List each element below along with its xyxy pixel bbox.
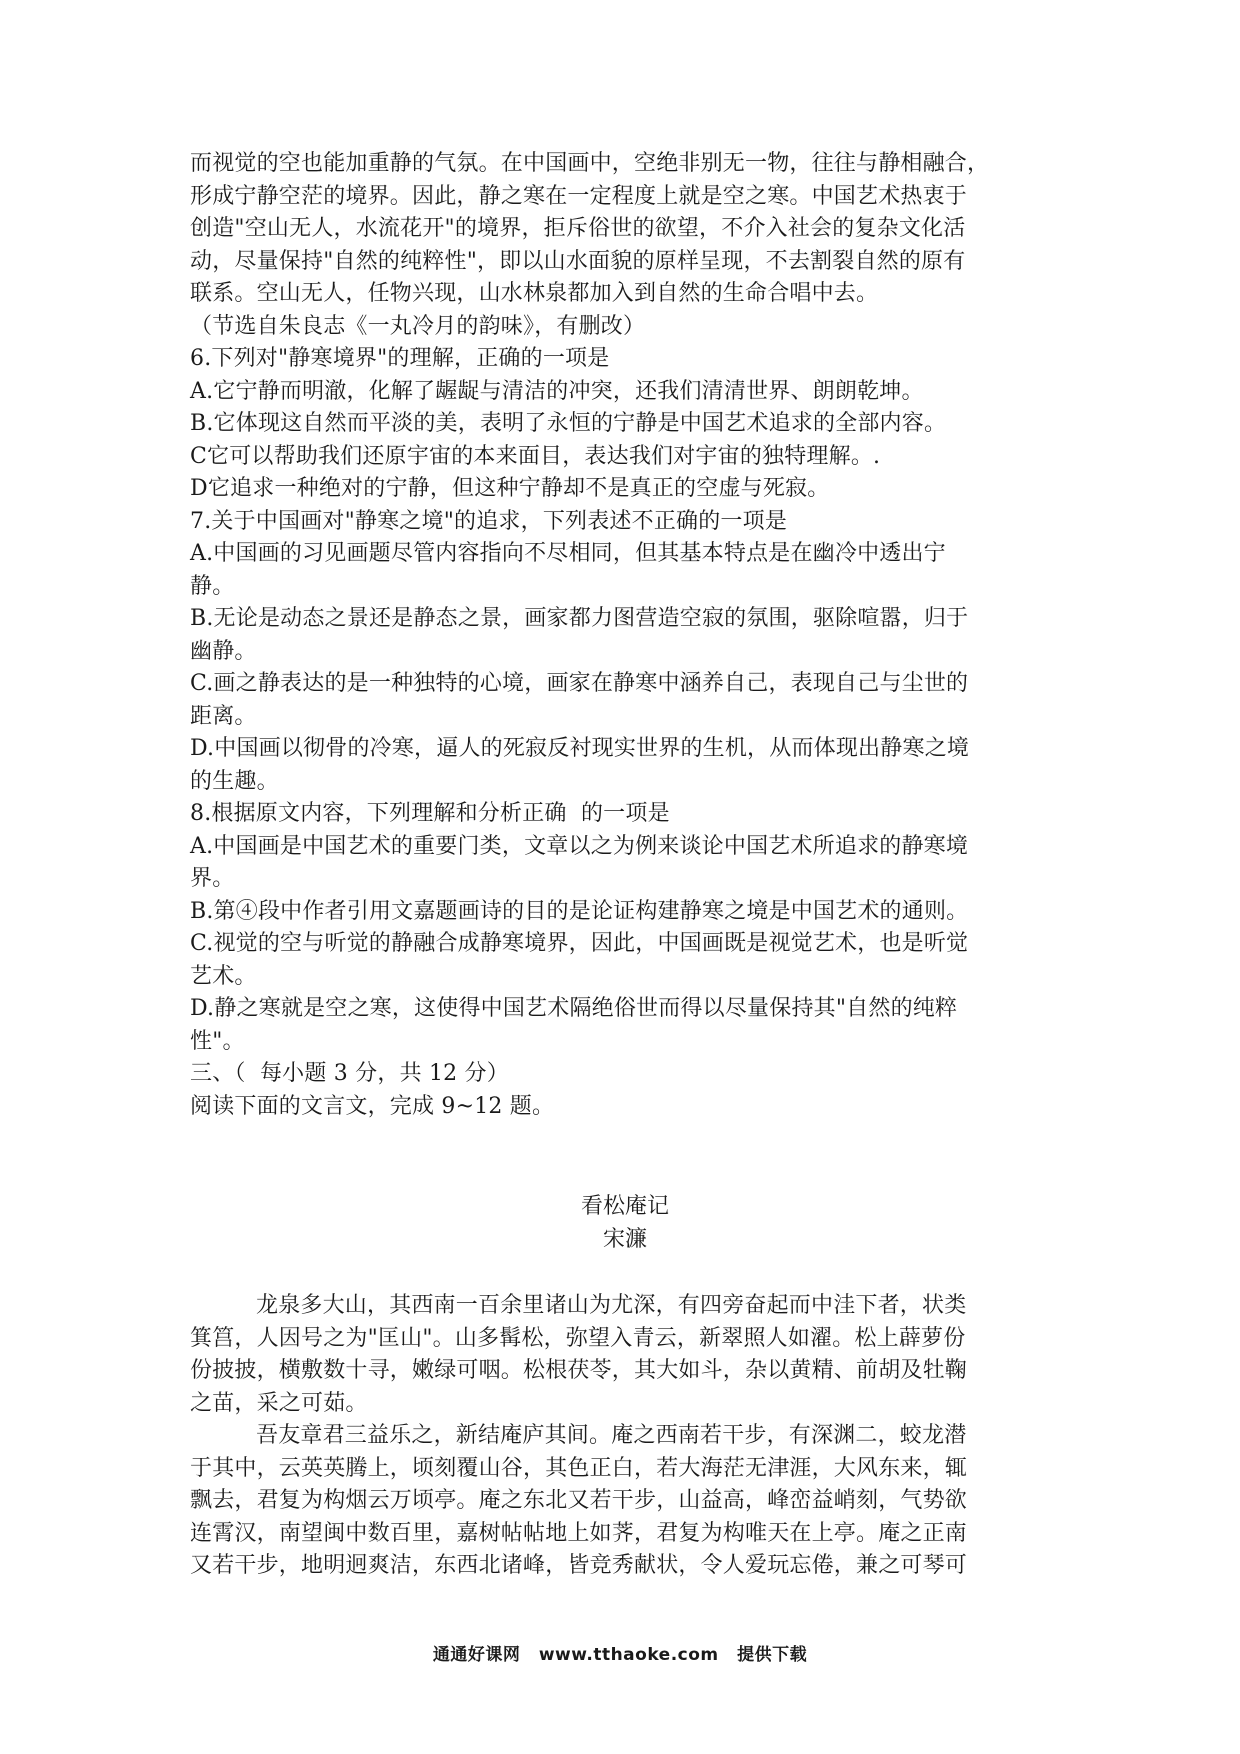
section-instruction: 阅读下面的文言文，完成 9~12 题。 bbox=[190, 1093, 555, 1119]
option-d-cont: 性"。 bbox=[190, 1028, 245, 1054]
option-c-cont: 艺术。 bbox=[190, 963, 257, 989]
classical-author: 宋濂 bbox=[602, 1226, 647, 1252]
option-a-cont: 静。 bbox=[190, 573, 235, 599]
footer-url[interactable]: www.tthaoke.com bbox=[538, 1645, 719, 1665]
question-stem: 6.下列对"静寒境界"的理解，正确的一项是 bbox=[190, 346, 610, 371]
option-b: B.无论是动态之景还是静态之景，画家都力图营造空寂的氛围，驱除喧嚣，归于 bbox=[190, 606, 969, 631]
passage-line: 而视觉的空也能加重静的气氛。在中国画中，空绝非别无一物，往往与静相融合， bbox=[190, 151, 990, 176]
question-8 bbox=[190, 798, 1060, 1058]
option-d: D.静之寒就是空之寒，这使得中国艺术隔绝俗世而得以尽量保持其"自然的纯粹 bbox=[190, 996, 958, 1021]
question-stem: 8.根据原文内容，下列理解和分析正确 的一项是 bbox=[190, 801, 670, 826]
option-a: A.中国画是中国艺术的重要门类，文章以之为例来谈论中国艺术所追求的静寒境 bbox=[190, 833, 969, 859]
option-b: B.第④段中作者引用文嘉题画诗的目的是论证构建静寒之境是中国艺术的通则。 bbox=[190, 898, 969, 924]
classical-line: 又若干步，地明迥爽洁，东西北诸峰，皆竞秀献状，令人爱玩忘倦，兼之可琴可 bbox=[190, 1553, 968, 1578]
classical-line: 箕筥，人因号之为"匡山"。山多髯松，弥望入青云，新翠照人如濯。松上薜萝份 bbox=[190, 1325, 966, 1351]
option-b: B.它体现这自然而平淡的美，表明了永恒的宁静是中国艺术追求的全部内容。 bbox=[190, 411, 947, 436]
option-d-cont: 的生趣。 bbox=[190, 768, 279, 794]
classical-paragraph-1 bbox=[190, 1290, 1060, 1420]
passage-line: 创造"空山无人，水流花开"的境界，拒斥俗世的欲望，不介入社会的复杂文化活 bbox=[190, 216, 966, 241]
footer-site-name: 通通好课网 bbox=[432, 1645, 521, 1665]
option-c-cont: 距离。 bbox=[190, 703, 257, 729]
option-c: C它可以帮助我们还原宇宙的本来面目，表达我们对宇宙的独特理解。. bbox=[190, 443, 881, 469]
source-note: （节选自朱良志《一丸冷月的韵味》，有删改） bbox=[190, 313, 646, 339]
classical-title: 看松庵记 bbox=[580, 1194, 669, 1219]
option-a: A.中国画的习见画题尽管内容指向不尽相同，但其基本特点是在幽冷中透出宁 bbox=[190, 541, 946, 566]
classical-paragraph-2 bbox=[190, 1420, 1060, 1583]
section-heading: 三、（ 每小题 3 分，共 12 分） bbox=[190, 1061, 509, 1086]
passage-line: 动，尽量保持"自然的纯粹性"，即以山水面貌的原样呈现，不去割裂自然的原有 bbox=[190, 248, 966, 274]
question-6 bbox=[190, 343, 1060, 506]
page-footer bbox=[0, 1640, 1240, 1665]
option-c: C.画之静表达的是一种独特的心境，画家在静寒中涵养自己，表现自己与尘世的 bbox=[190, 671, 969, 696]
question-7 bbox=[190, 506, 1060, 799]
option-a: A.它宁静而明澈，化解了龌龊与清洁的冲突，还我们清清世界、朗朗乾坤。 bbox=[190, 378, 924, 404]
passage-line: 形成宁静空茫的境界。因此，静之寒在一定程度上就是空之寒。中国艺术热衷于 bbox=[190, 183, 968, 209]
footer-suffix: 提供下载 bbox=[737, 1645, 808, 1665]
option-a-cont: 界。 bbox=[190, 866, 235, 891]
question-stem: 7.关于中国画对"静寒之境"的追求，下列表述不正确的一项是 bbox=[190, 508, 788, 534]
classical-line: 之苗，采之可茹。 bbox=[190, 1390, 368, 1416]
option-b-cont: 幽静。 bbox=[190, 638, 257, 664]
classical-line: 吾友章君三益乐之，新结庵庐其间。庵之西南若干步，有深渊二，蛟龙潜 bbox=[256, 1423, 967, 1448]
classical-line: 龙泉多大山，其西南一百余里诸山为尤深，有四旁奋起而中洼下者，状类 bbox=[256, 1293, 967, 1318]
classical-line: 飘去，君复为构烟云万顷亭。庵之东北又若干步，山益高，峰峦益峭刻，气势欲 bbox=[190, 1488, 968, 1513]
document-page bbox=[190, 148, 1060, 1583]
classical-line: 于其中，云英英腾上，顷刻覆山谷，其色正白，若大海茫无津涯，大风东来，辄 bbox=[190, 1455, 968, 1481]
passage-line: 联系。空山无人，任物兴现，山水林泉都加入到自然的生命合唱中去。 bbox=[190, 281, 879, 306]
option-d: D.中国画以彻骨的冷寒，逼人的死寂反衬现实世界的生机，从而体现出静寒之境 bbox=[190, 736, 970, 761]
option-c: C.视觉的空与听觉的静融合成静寒境界，因此，中国画既是视觉艺术，也是听觉 bbox=[190, 931, 969, 956]
classical-line: 份披披，横敷数十寻，嫩绿可咽。松根茯苓，其大如斗，杂以黄精、前胡及牡鞠 bbox=[190, 1358, 968, 1383]
option-d: D它追求一种绝对的宁静，但这种宁静却不是真正的空虚与死寂。 bbox=[190, 476, 830, 501]
classical-line: 连霄汉，南望闽中数百里，嘉树帖帖地上如荠，君复为构唯天在上亭。庵之正南 bbox=[190, 1520, 968, 1546]
passage-end bbox=[190, 148, 1060, 311]
